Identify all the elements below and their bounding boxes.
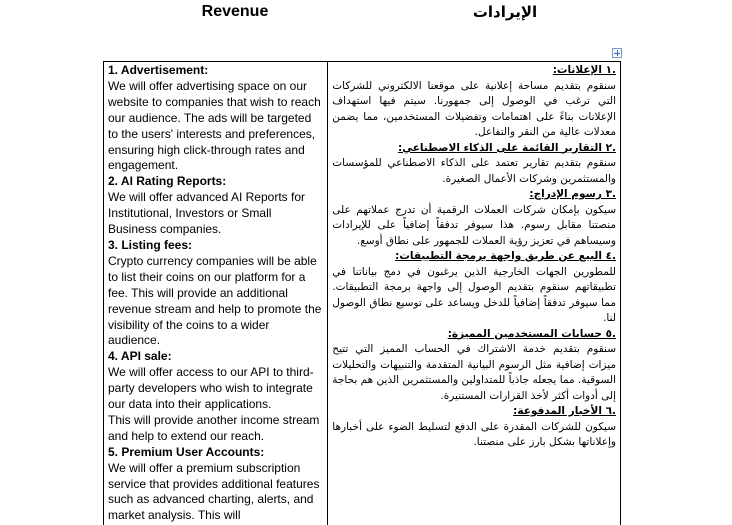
arabic-section-body-ai-reports: سنقوم بتقديم تقارير تعتمد على الذكاء الاصطناعي للمؤسسات والمستثمرين وشركات الأعمال الصغيرة. [332, 157, 616, 185]
english-column-heading: Revenue [201, 3, 269, 20]
table-move-handle-icon[interactable] [612, 48, 622, 58]
table-row [104, 62, 621, 525]
arabic-column-heading: الإيرادات [472, 3, 538, 21]
arabic-section-body-api-sale: للمطورين الجهات الخارجية الذين يرغبون في دمج بياناتنا في تطبيقاتهم سنقوم بتقديم الوصول إلى واجهة برمجة التطبيقات. مما سيوفر تدفقاً إضافياً للدخل ويساعد على توسيع نطاق الوصول لنا. [332, 265, 616, 324]
section-body-api-sale: We will offer access to our API to third-party developers who wish to integrate our data into their applications. This will provide another income stream and help to extend our reach. [108, 365, 320, 443]
arabic-section-body-paid-news: سيكون للشركات المقدرة على الدفع لتسليط الضوء على أخبارها وإعلاناتها بشكل بارز على منصتنا. [332, 420, 616, 448]
section-title-premium-accounts: 5. Premium User Accounts: [108, 444, 265, 459]
arabic-section-title-paid-news: .٦ الأخبار المدفوعة: [513, 405, 616, 417]
section-body-listing-fees: Crypto currency companies will be able to list their coins on our platform for a fee. This will provide an additional revenue stream and help to promote the visibility of the coins to a wider audience. [108, 253, 322, 348]
arabic-section-body-ads: سنقوم بتقديم مساحة إعلانية على موقعنا الالكتروني للشركات التي ترغب في الوصول إلى جمهورنا. سيتم فيها استهداف الإعلانات بناءً على اهتمامات وتفضيلات المستخدمين، مما يضمن معدلات عالية من النقر والتفاعل. [332, 79, 616, 138]
revenue-table [103, 61, 621, 525]
arabic-section-title-api-sale: .٤ البيع عن طريق واجهة برمجة التطبيقات: [395, 250, 616, 262]
arabic-section-title-ads: .١ الإعلانات: [552, 64, 616, 76]
arabic-section-title-premium-accounts: .٥ حسابات المستخدمين المميزة: [447, 327, 616, 340]
section-body-advertisement: We will offer advertising space on our website to companies that wish to reach our audience. The ads will be targeted to the users' interests and preferences, ensuring high click-through rates and engagement. [108, 78, 321, 173]
arabic-section-body-listing-fees: سيكون بإمكان شركات العملات الرقمية أن تدرج عملاتهم على منصتنا مقابل رسوم. هذا سيوفر تدفقاً إضافياً على للإيرادات وسيساهم في تعزيز رؤية العملات للجمهور على نطاق أوسع. [332, 203, 616, 247]
section-title-api-sale: 4. API sale: [108, 349, 172, 364]
section-title-advertisement: 1. Advertisement: [108, 63, 209, 77]
arabic-section-body-premium-accounts: سنقوم بتقديم خدمة الاشتراك في الحساب المميز التي تتيح ميزات إضافية مثل الرسوم البيانية المتقدمة والتنبيهات والتحليلات السوقية. مما يجعله جاذباً للمتداولين والمستثمرين الذين هم بحاجة إلى أدوات أكثر لأخذ القرارات المستنيرة. [332, 343, 616, 402]
section-body-ai-rating-reports: We will offer advanced AI Reports for Institutional, Investors or Small Business companies. [108, 190, 305, 237]
english-cell[interactable] [104, 62, 328, 525]
section-title-ai-rating-reports: 2. AI Rating Reports: [108, 174, 227, 189]
arabic-section-title-listing-fees: .٣ رسوم الإدراج: [529, 188, 616, 200]
arabic-cell[interactable] [328, 62, 621, 525]
section-title-listing-fees: 3. Listing fees: [108, 237, 193, 252]
section-body-premium-accounts: We will offer a premium subscription service that provides additional features such as advanced charting, alerts, and market analysis. This will [108, 460, 320, 523]
arabic-section-title-ai-reports: .٢ التقارير القائمة على الذكاء الاصطناعي: [397, 141, 616, 154]
